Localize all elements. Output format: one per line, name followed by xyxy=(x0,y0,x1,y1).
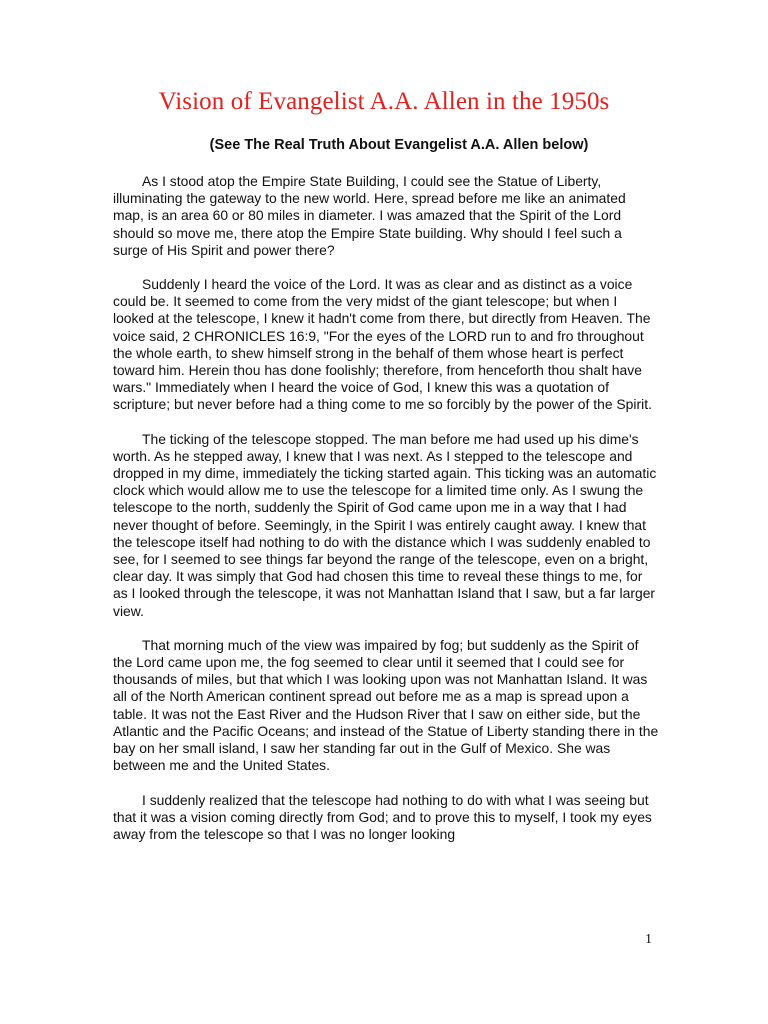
paragraph: I suddenly realized that the telescope had nothing to do with what I was seeing but that it was a vision coming directly from God; and to prove this to myself, I took my eyes away from the telescope so that I was no longer looking xyxy=(113,791,652,842)
document-body xyxy=(113,173,660,860)
paragraph: That morning much of the view was impaired by fog; but suddenly as the Spirit of the Lord came upon me, the fog seemed to clear until it seemed that I could see for thousands of miles, but that which I was looking upon was not Manhattan Island. It was all of the North American continent spread out before me as a map is spread upon a table. It was not the East River and the Hudson River that I saw on either side, but the Atlantic and the Pacific Oceans; and instead of the Statue of Liberty standing there in the bay on her small island, I saw her standing far out in the Gulf of Mexico. She was between me and the United States. xyxy=(113,636,659,774)
document-title: Vision of Evangelist A.A. Allen in the 1950s xyxy=(158,88,610,115)
paragraph: As I stood atop the Empire State Building, I could see the Statue of Liberty, illuminating the gateway to the new world. Here, spread before me like an animated map, is an area 60 or 80 miles in diameter. I was amazed that the Spirit of the Lord should so move me, there atop the Empire State building. Why should I feel such a surge of His Spirit and power there? xyxy=(113,173,626,258)
paragraph: The ticking of the telescope stopped. The man before me had used up his dime's worth. As he stepped away, I knew that I was next. As I stepped to the telescope and dropped in my dime, immediately the ticking started again. This ticking was an automatic clock which would allow me to use the telescope for a limited time only. As I swung the telescope to the north, suddenly the Spirit of God came upon me in a way that I had never thought of before. Seemingly, in the Spirit I was entirely caught away. I knew that the telescope itself had nothing to do with the distance which I was suddenly enabled to see, for I seemed to see things far beyond the range of the telescope, even on a bright, clear day. It was simply that God had chosen this time to reveal these things to me, for as I looked through the telescope, it was not Manhattan Island that I saw, but a far larger view. xyxy=(113,430,657,619)
page-number: 1 xyxy=(645,932,652,947)
paragraph: Suddenly I heard the voice of the Lord. It was as clear and as distinct as a voice could be. It seemed to come from the very midst of the giant telescope; but when I looked at the telescope, I knew it hadn't come from there, but directly from Heaven. The voice said, 2 CHRONICLES 16:9, "For the eyes of the LORD run to and fro throughout the whole earth, to shew himself strong in the behalf of them whose heart is perfect toward him. Herein thou has done foolishly; therefore, from henceforth thou shalt have wars." Immediately when I heard the voice of God, I knew this was a quotation of scripture; but never before had a thing come to me so forcibly by the power of the Spirit. xyxy=(113,276,652,413)
document-subtitle: (See The Real Truth About Evangelist A.A. Allen below) xyxy=(209,137,589,153)
